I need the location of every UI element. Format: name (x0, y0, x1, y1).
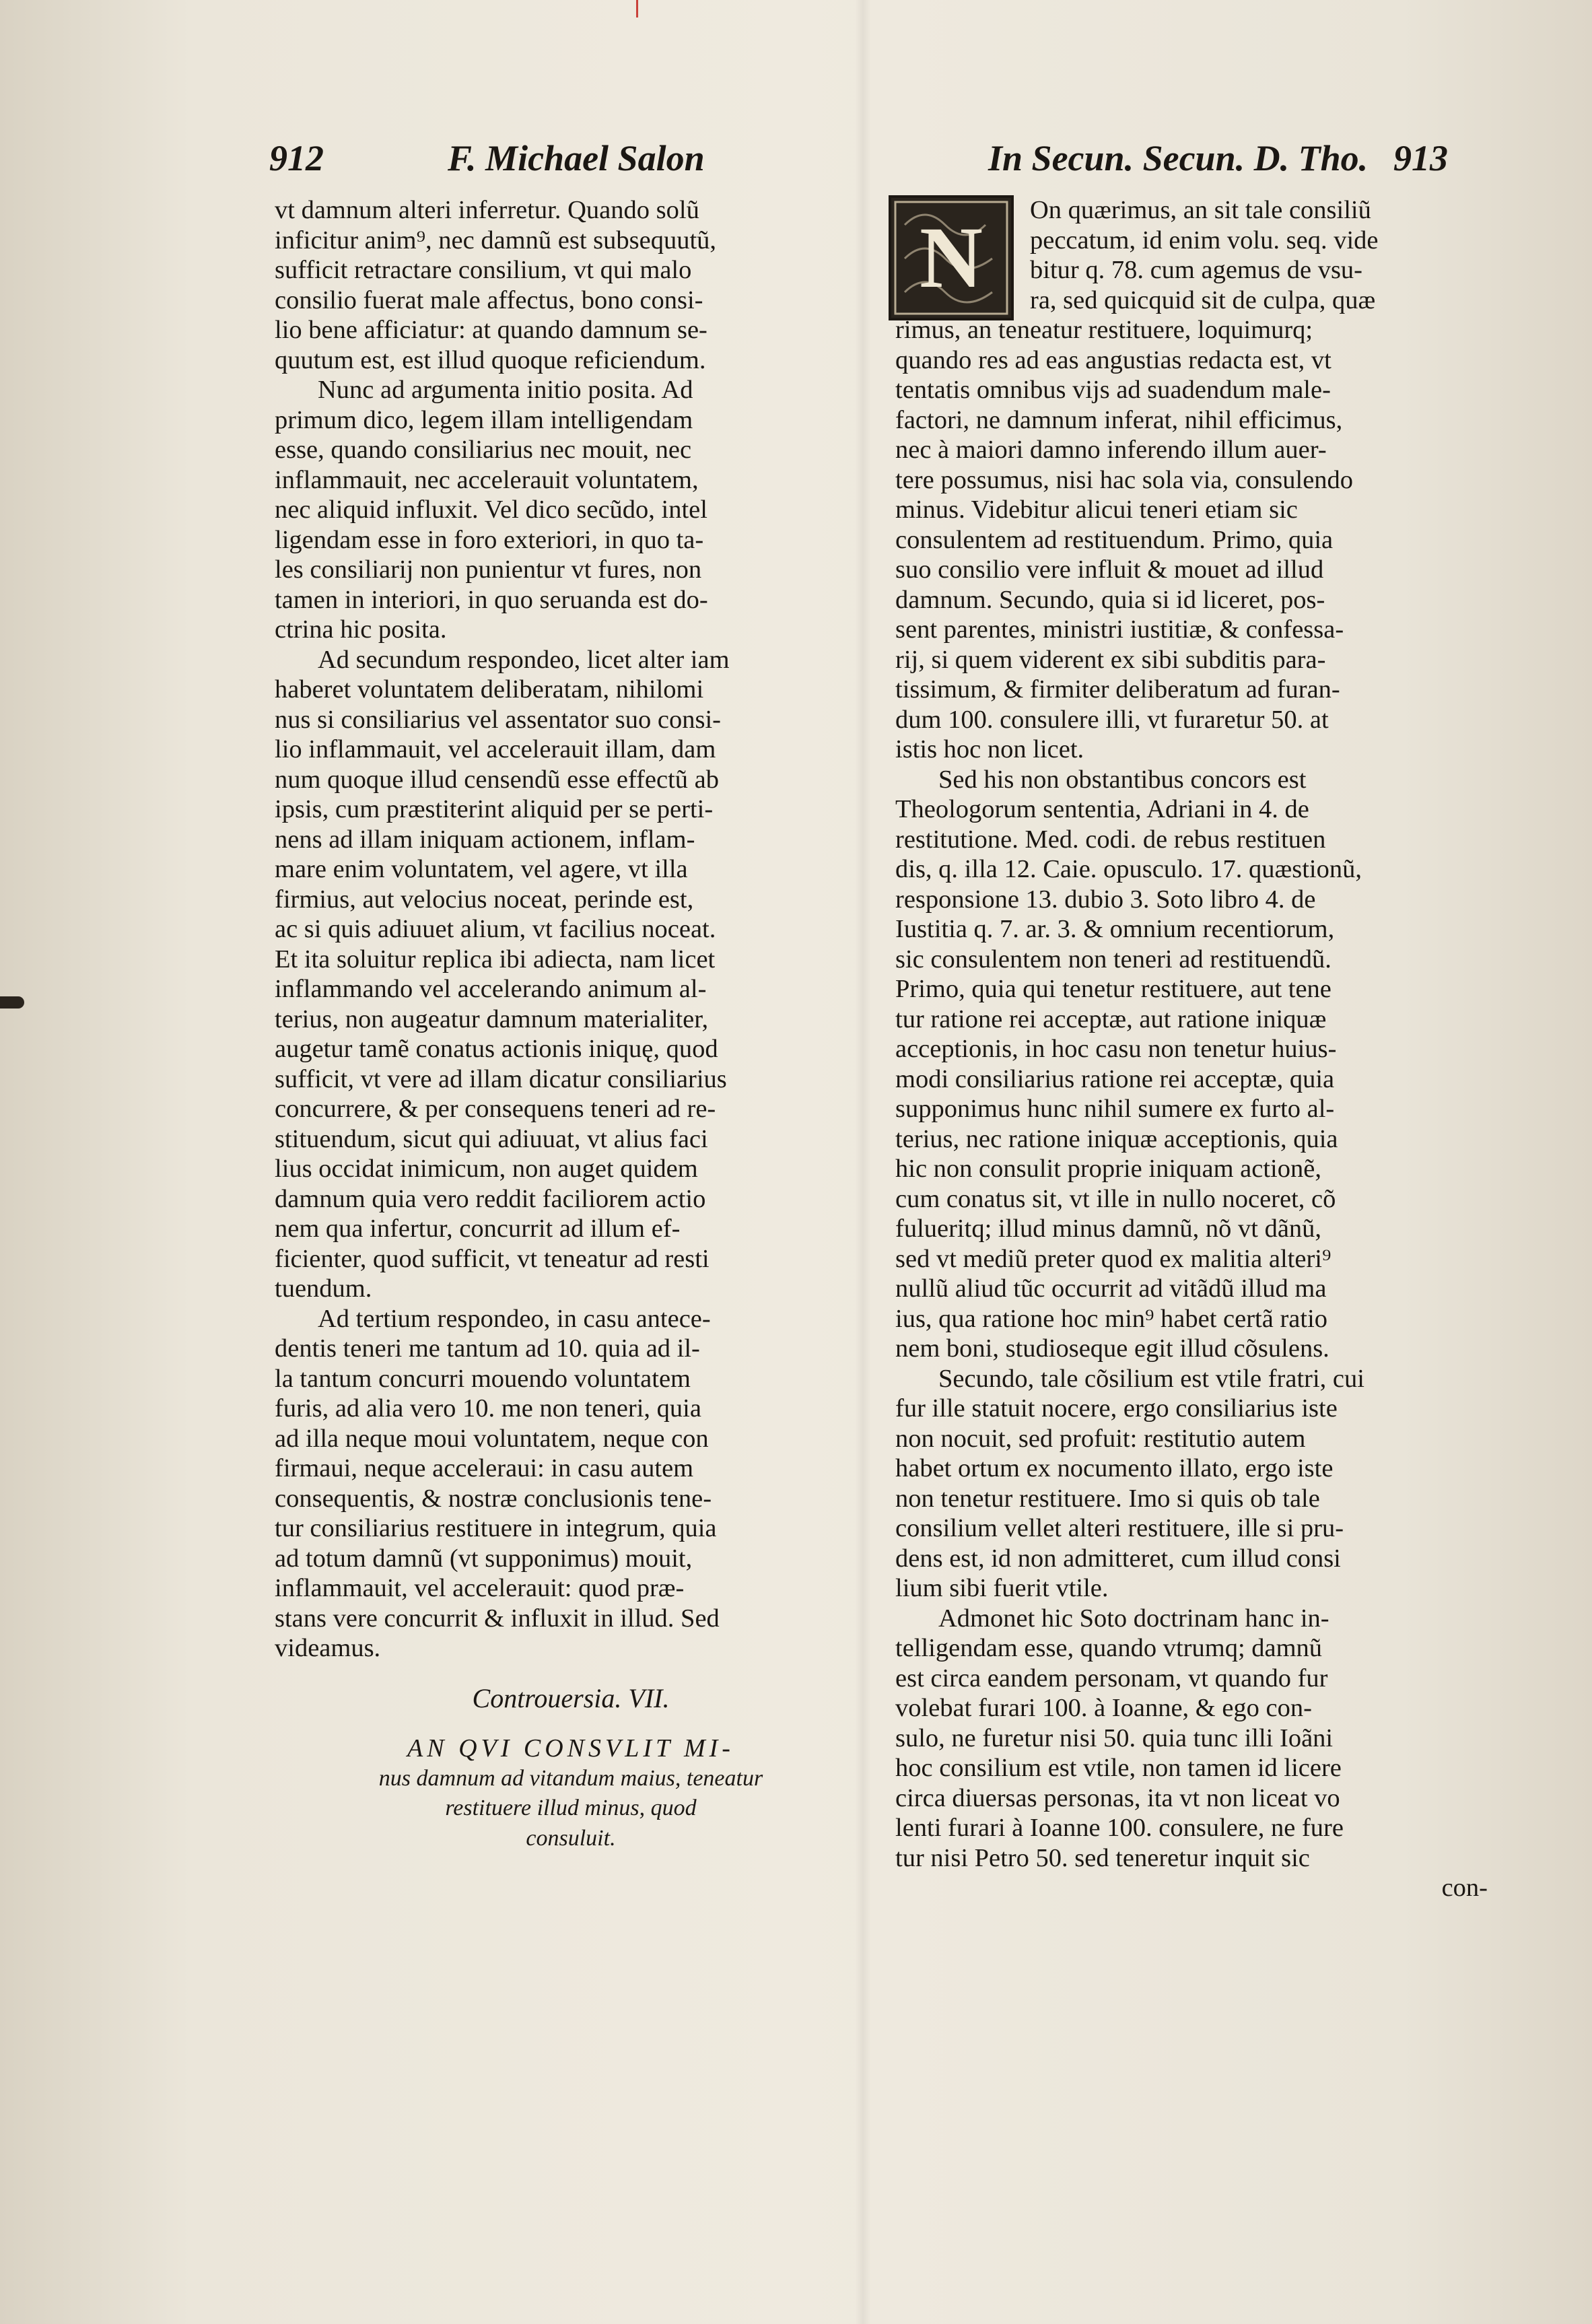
controversy-title-lines (275, 1764, 867, 1854)
left-text-line: stans vere concurrit & influxit in illud. Sed (275, 1604, 720, 1633)
right-text-line: modi consiliarius ratione rei acceptæ, quia (895, 1064, 1335, 1093)
right-text-line: dens est, id non admitteret, cum illud consi (895, 1544, 1341, 1573)
left-text-line: haberet voluntatem deliberatam, nihilomi (275, 675, 704, 704)
right-text-line: fulueritq; illud minus damnũ, nõ vt dãnũ, (895, 1215, 1322, 1243)
left-text-line: Et ita soluitur replica ibi adiecta, nam licet (275, 945, 716, 973)
right-text-line: tere possumus, nisi hac sola via, consulendo (895, 465, 1354, 494)
left-paragraph (275, 645, 867, 1304)
right-text-line: nullũ aliud tũc occurrit ad vitãdũ illud ma (895, 1274, 1327, 1303)
controversy-heading: Controuersia. VII. (472, 1682, 670, 1713)
left-text-line: ad illa neque moui voluntatem, neque con (275, 1424, 709, 1453)
right-text-line: ius, qua ratione hoc min⁹ habet certã ratio (895, 1304, 1328, 1333)
right-text-line: rimus, an teneatur restituere, loquimurq; (895, 316, 1313, 344)
right-text-line: dum 100. consulere illi, vt furaretur 50. at (895, 705, 1329, 734)
controversy-title-line: consuluit. (526, 1825, 616, 1851)
left-text-line: Nunc ad argumenta initio posita. Ad (318, 376, 693, 404)
right-running-head: In Secun. Secun. D. Tho. (988, 138, 1369, 178)
left-text-line: nem qua infertur, concurrit ad illum ef- (275, 1215, 681, 1243)
right-text-line: suo consilio vere influit & mouet ad illud (895, 555, 1324, 584)
right-text-line: hic non consulit proprie iniquam actionẽ, (895, 1155, 1321, 1183)
right-text-line: consilium vellet alteri restituere, ille si pru- (895, 1514, 1344, 1542)
left-text-line: nus si consiliarius vel assentator suo consi- (275, 705, 721, 734)
right-text-line: quando res ad eas angustias redacta est, vt (895, 345, 1331, 374)
left-text-line: esse, quando consiliarius nec mouit, nec (275, 436, 692, 464)
right-text-line: lenti furari à Ioanne 100. consulere, ne fure (895, 1814, 1344, 1842)
right-paragraph (895, 195, 1488, 765)
right-text-line: telligendam esse, quando vtrumq; damnũ (895, 1634, 1323, 1662)
right-text-line: fur ille statuit nocere, ergo consiliarius iste (895, 1394, 1338, 1423)
left-text-line: tur consiliarius restituere in integrum, quia (275, 1514, 717, 1542)
left-text-line: vt damnum alteri inferretur. Quando solũ (275, 196, 699, 224)
right-page-number: 913 (1393, 138, 1448, 178)
right-text-line: non tenetur restituere. Imo si quis ob tale (895, 1484, 1320, 1513)
right-text-line: bitur q. 78. cum agemus de vsu- (1030, 256, 1362, 284)
right-paragraph (895, 1364, 1488, 1604)
left-text-line: furis, ad alia vero 10. me non teneri, quia (275, 1394, 701, 1423)
right-text-line: hoc consilium est vtile, non tamen id licere (895, 1754, 1342, 1782)
right-text-line: sulo, ne furetur nisi 50. quia tunc illi Ioãni (895, 1723, 1334, 1752)
left-text-line: sufficit, vt vere ad illam dicatur consiliarius (275, 1064, 727, 1093)
left-text-line: Ad tertium respondeo, in casu antece- (318, 1304, 711, 1333)
right-text-line: factori, ne damnum inferat, nihil efficimus, (895, 405, 1343, 434)
left-text-line: inflammauit, vel accelerauit: quod præ- (275, 1574, 685, 1602)
right-text-line: consulentem ad restituendum. Primo, quia (895, 525, 1334, 554)
right-text-line: responsione 13. dubio 3. Soto libro 4. de (895, 885, 1316, 914)
right-text-line: rij, si quem viderent ex sibi subditis para- (895, 645, 1326, 674)
left-text-line: ac si quis adiuuet alium, vt facilius noceat. (275, 915, 716, 943)
left-text-line: sufficit retractare consilium, vt qui malo (275, 256, 692, 284)
page-edge-mark (0, 996, 24, 1009)
right-text-line: nec à maiori damno inferendo illum auer- (895, 436, 1327, 464)
left-text-line: consilio fuerat male affectus, bono consi- (275, 285, 703, 314)
right-text-line: terius, nec ratione iniquæ acceptionis, quia (895, 1124, 1338, 1153)
left-paragraph (275, 375, 867, 645)
left-text-line: num quoque illud censendũ esse effectũ ab (275, 765, 720, 794)
left-text-line: nens ad illam iniquam actionem, inflam- (275, 825, 695, 854)
left-running-head: F. Michael Salon (448, 138, 705, 178)
right-text-line: acceptionis, in hoc casu non tenetur huius- (895, 1035, 1337, 1063)
left-text-line: inficitur anim⁹, nec damnũ est subsequutũ, (275, 226, 717, 254)
left-text-line: les consiliarij non punientur vt fures, non (275, 555, 702, 584)
left-text-line: firmaui, neque acceleraui: in casu autem (275, 1454, 694, 1482)
controversy-title-line: nus damnum ad vitandum maius, teneatur (378, 1765, 763, 1791)
left-text-line: lio bene afficiatur: at quando damnum se- (275, 316, 707, 344)
right-text-line: sic consulentem non teneri ad restituendũ. (895, 945, 1331, 973)
left-text-line: terius, non augeatur damnum materialiter, (275, 1004, 709, 1033)
right-text-line: tissimum, & firmiter deliberatum ad furan- (895, 675, 1340, 704)
right-text-line: Sed his non obstantibus concors est (938, 765, 1307, 794)
catchword: con- (1441, 1874, 1488, 1902)
left-text-line: la tantum concurri mouendo voluntatem (275, 1364, 691, 1393)
left-text-column (275, 195, 867, 1853)
right-text-line: volebat furari 100. à Ioanne, & ego con- (895, 1694, 1312, 1722)
left-text-line: consequentis, & nostræ conclusionis tene- (275, 1484, 712, 1513)
right-paragraphs (895, 195, 1488, 1873)
left-page-number: 912 (269, 138, 324, 178)
right-text-line: tentatis omnibus vijs ad suadendum male- (895, 376, 1331, 404)
left-paragraphs (275, 195, 867, 1664)
controversy-title (275, 1734, 867, 1853)
right-text-line: sent parentes, ministri iustitiæ, & confessa- (895, 615, 1344, 644)
right-text-line: Secundo, tale cõsilium est vtile fratri, cui (938, 1364, 1364, 1393)
left-text-line: lius occidat inimicum, non auget quidem (275, 1155, 698, 1183)
dropcap-letter: N (920, 209, 983, 306)
right-text-line: cum conatus sit, vt ille in nullo noceret, cõ (895, 1184, 1336, 1213)
left-text-line: inflammando vel accelerando animum al- (275, 975, 707, 1003)
left-text-line: quutum est, est illud quoque reficiendum. (275, 345, 706, 374)
left-text-line: ligendam esse in foro exteriori, in quo ta- (275, 525, 704, 554)
left-paragraph (275, 1304, 867, 1664)
left-text-line: ficienter, quod sufficit, vt teneatur ad resti (275, 1244, 710, 1273)
controversy-title-line: restituere illud minus, quod (445, 1796, 697, 1820)
left-text-line: ipsis, cum præstiterint aliquid per se perti- (275, 795, 714, 823)
left-text-line: lio inflammauit, vel accelerauit illam, dam (275, 735, 716, 763)
left-text-line: inflammauit, nec accelerauit voluntatem, (275, 465, 699, 494)
right-text-line: istis hoc non licet. (895, 735, 1084, 763)
right-text-line: lium sibi fuerit vtile. (895, 1574, 1109, 1602)
right-text-line: peccatum, id enim volu. seq. vide (1030, 226, 1379, 254)
left-text-line: nec aliquid influxit. Vel dico secũdo, intel (275, 495, 707, 524)
left-text-line: mare enim voluntatem, vel agere, vt illa (275, 855, 688, 883)
right-text-line: minus. Videbitur alicui teneri etiam sic (895, 495, 1298, 524)
left-text-line: firmius, aut velocius noceat, perinde est, (275, 885, 694, 914)
right-text-line: Theologorum sententia, Adriani in 4. de (895, 795, 1309, 823)
left-text-line: primum dico, legem illam intelligendam (275, 405, 693, 434)
right-text-line: Primo, quia qui tenetur restituere, aut tene (895, 975, 1331, 1003)
left-text-line: dentis teneri me tantum ad 10. quia ad il- (275, 1334, 700, 1363)
right-text-line: non nocuit, sed profuit: restitutio autem (895, 1424, 1306, 1453)
left-text-line: augetur tamẽ conatus actionis iniquę, quod (275, 1035, 718, 1063)
right-text-line: ra, sed quicquid sit de culpa, quæ (1030, 285, 1376, 314)
right-text-line: circa diuersas personas, ita vt non liceat vo (895, 1783, 1340, 1812)
binding-thread (636, 0, 638, 18)
right-text-line: restitutione. Med. codi. de rebus restituen (895, 825, 1326, 854)
right-text-line: On quærimus, an sit tale consiliũ (1030, 196, 1371, 224)
controversy-title-caps: AN QVI CONSVLIT MI- (407, 1734, 734, 1763)
right-text-line: damnum. Secundo, quia si id liceret, pos- (895, 585, 1325, 614)
left-text-line: ad totum damnũ (vt supponimus) mouit, (275, 1544, 693, 1573)
left-text-line: tuendum. (275, 1274, 372, 1303)
right-text-line: dis, q. illa 12. Caie. opusculo. 17. quæstionũ, (895, 855, 1362, 883)
right-text-line: est circa eandem personam, vt quando fur (895, 1664, 1328, 1693)
left-text-line: Ad secundum respondeo, licet alter iam (318, 645, 730, 674)
right-text-line: habet ortum ex nocumento illato, ergo iste (895, 1454, 1334, 1482)
right-text-line: Iustitia q. 7. ar. 3. & omnium recentiorum, (895, 915, 1335, 943)
right-text-line: supponimus hunc nihil sumere ex furto al- (895, 1095, 1335, 1123)
left-text-line: tamen in interiori, in quo seruanda est do- (275, 585, 708, 614)
left-text-line: concurrere, & per consequens teneri ad re- (275, 1095, 716, 1123)
right-text-line: tur nisi Petro 50. sed teneretur inquit sic (895, 1843, 1310, 1872)
left-text-line: stituendum, sicut qui adiuuat, vt alius faci (275, 1124, 708, 1153)
right-text-line: Admonet hic Soto doctrinam hanc in- (938, 1604, 1329, 1633)
left-text-line: videamus. (275, 1634, 381, 1662)
left-paragraph (275, 195, 867, 375)
right-text-line: sed vt mediũ preter quod ex malitia alteri⁹ (895, 1244, 1331, 1273)
right-text-column (895, 195, 1488, 1903)
left-text-line: ctrina hic posita. (275, 615, 447, 644)
left-text-line: damnum quia vero reddit faciliorem actio (275, 1184, 706, 1213)
right-text-line: nem boni, studioseque egit illud cõsulens. (895, 1334, 1329, 1363)
right-paragraph (895, 765, 1488, 1364)
right-paragraph (895, 1604, 1488, 1874)
right-text-line: tur ratione rei acceptæ, aut ratione iniquæ (895, 1004, 1327, 1033)
